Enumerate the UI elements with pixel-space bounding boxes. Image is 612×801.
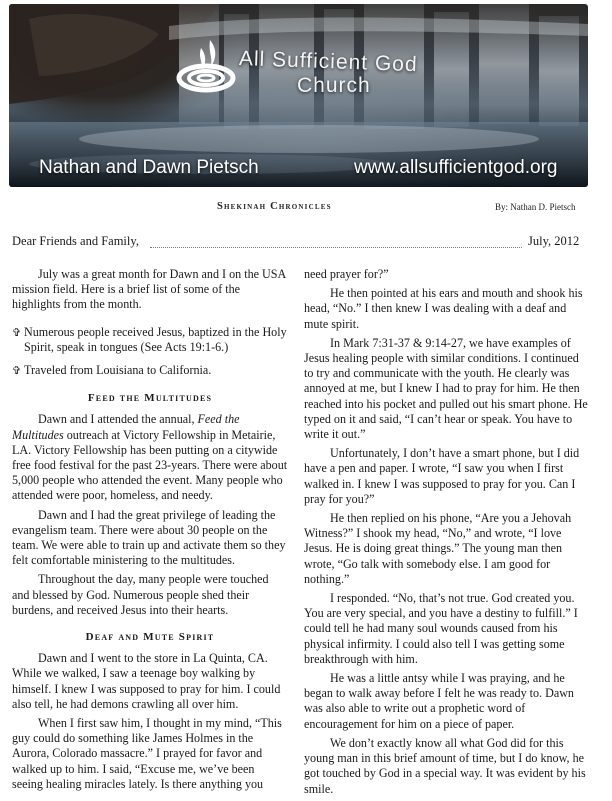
event-name: Feed the Multitudes: [12, 412, 240, 442]
paragraph: [12, 412, 288, 503]
paragraph: He then pointed at his ears and mouth and shook his head, “No.” I then knew I was dealing with a deaf and mute spirit.: [304, 286, 583, 331]
dotted-divider: [150, 247, 522, 248]
paragraph: need prayer for?”: [304, 267, 389, 281]
banner-website-link[interactable]: www.allsufficientgod.org: [354, 157, 558, 178]
left-column: [12, 267, 288, 796]
paragraph: Dawn and I went to the store in La Quinta, CA. While we walked, I saw a teenage boy walking by himself. I knew I was supposed to pray for him. I could also tell, he had demons crawling all over him.: [12, 651, 281, 711]
section-heading-feed: Feed the Multitudes: [87, 392, 213, 405]
paragraph: I responded. “No, that’s not true. God created you. You are very special, and you have a destiny to fulfill.” I could tell he had many soul wounds caused from his physical infirmity. I could also tell I was getting some breakthrough with him.: [304, 591, 578, 666]
list-item: [12, 325, 288, 355]
paragraph: Throughout the day, many people were touched and blessed by God. Numerous people shed their burdens, and received Jesus into their hearts.: [12, 572, 269, 617]
paragraph-text: Dawn and I attended the annual,: [38, 412, 198, 427]
list-item-text: Traveled from Louisiana to California.: [24, 363, 212, 378]
paragraph: He then replied on his phone, “Are you a Jehovah Witness?” I shook my head, “No,” and wrote, “I love Jesus. He is doing great things.” The young man then wrote, “Go talk with somebody else. I am good for nothing.”: [304, 511, 572, 586]
paragraph: We don’t exactly know all what God did for this young man in this brief amount of time, but I do know, he got touched by God in a special way. It was evident by his smile.: [304, 735, 586, 796]
list-item: [12, 363, 288, 379]
cross-bullet-icon: ✞: [12, 326, 22, 339]
intro-paragraph: July was a great month for Dawn and I on the USA mission field. Here is a brief list of some of the highlights from the month.: [12, 267, 286, 312]
paragraph: Dawn and I had the great privilege of leading the evangelism team. There were about 30 people on the team. We were able to train up and activate them so they felt comfortable ministering to the multitudes.: [12, 507, 286, 568]
paragraph: When I first saw him, I thought in my mind, “This guy could do something like James Holmes in the Aurora, Colorado massacre.” I prayed for favor and walked up to him. I said, “Excuse me, we’ve been seeing healing miracles lately. Is there anything you: [12, 716, 282, 791]
newsletter-title: Shekinah Chronicles: [217, 201, 332, 212]
list-item-text: Numerous people received Jesus, baptized in the Holy Spirit, speak in tongues (See Acts 19:1-6.): [24, 324, 287, 354]
paragraph: He was a little antsy while I was praying, and he began to walk away before I felt he was ready to. Dawn was also able to write out a prophetic word of encouragement for him on a piece of paper.: [304, 671, 574, 731]
date: July, 2012: [528, 234, 580, 248]
cross-bullet-icon: ✞: [12, 365, 22, 378]
church-logo-icon: [174, 34, 240, 100]
paragraph: In Mark 7:31-37 & 9:14-27, we have examples of Jesus healing people with similar conditions. I continued to try and communicate with the youth. He clearly was annoyed at me, but I knew I had to pray for him. He then reached into his pocket and pulled out his smart phone. He typed on it and said, “I can’t hear or speak. You have to write it out.”: [304, 335, 588, 442]
church-name: [239, 48, 418, 96]
church-name-line2: Church: [297, 74, 371, 97]
paragraph: Unfortunately, I don’t have a smart phone, but I did have a pen and paper. I wrote, “I saw you when I first walked in. I knew I was supposed to pray for you. Can I pray for you?”: [304, 446, 580, 506]
greeting: Dear Friends and Family,: [12, 234, 139, 248]
banner-names: Nathan and Dawn Pietsch: [39, 157, 259, 178]
byline: By: Nathan D. Pietsch: [495, 202, 576, 212]
paragraph-text: outreach at Victory Fellowship in Metairie, LA. Victory Fellowship has been putting on a citywide free food festival for the past 23-years. There were about 5,000 people who attended the event. Many people who attended were poor, homeless, and needy.: [12, 427, 288, 503]
section-heading-deaf-mute: Deaf and Mute Spirit: [85, 631, 215, 644]
church-name-line1: All Sufficient God: [238, 47, 418, 77]
header-banner: [9, 4, 588, 187]
right-column: [304, 267, 590, 801]
